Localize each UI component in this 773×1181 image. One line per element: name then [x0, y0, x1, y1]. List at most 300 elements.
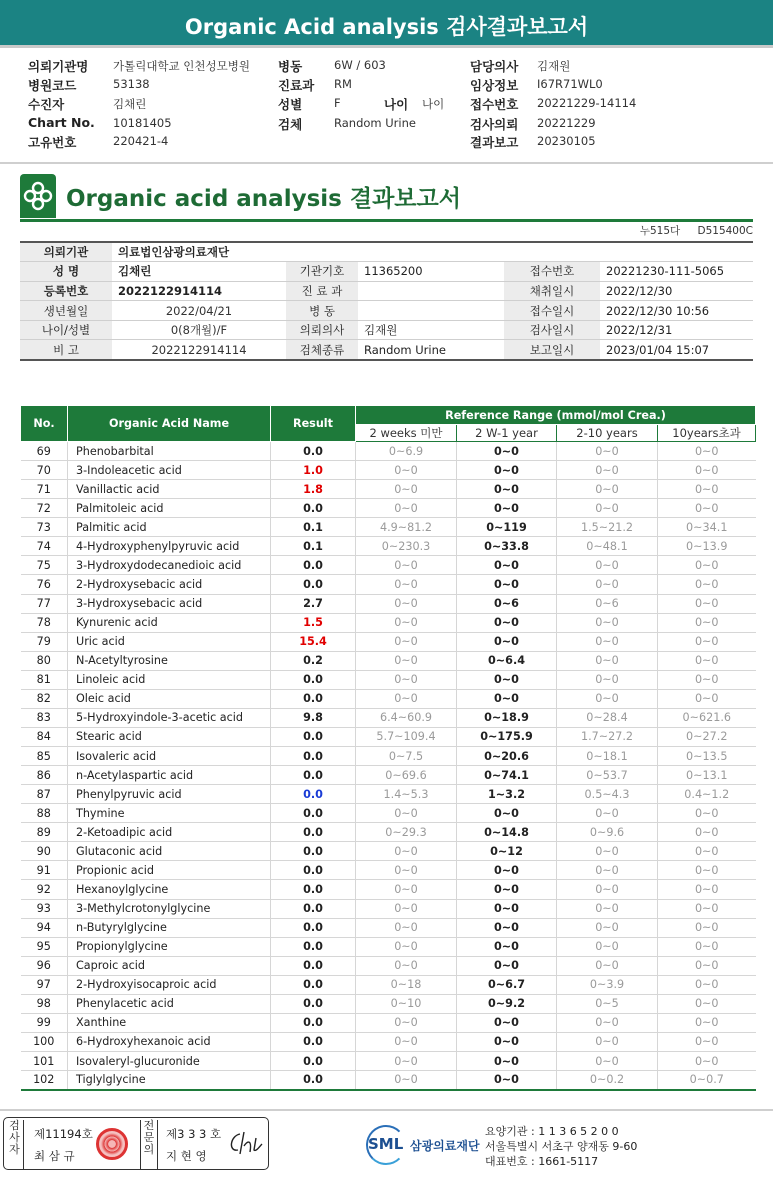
range-2w-1y: 0~0: [457, 918, 557, 937]
range-under-2w: 0~230.3: [356, 537, 457, 556]
range-2w-1y: 0~0: [457, 499, 557, 518]
table-row: [21, 747, 756, 766]
range-over-10y: 0~0: [658, 1052, 756, 1071]
acid-name: Vanillactic acid: [68, 480, 271, 499]
range-2-10y: 0~0: [557, 575, 658, 594]
header-label: 병원코드: [28, 78, 77, 93]
range-over-10y: 0~0: [658, 575, 756, 594]
acid-name: N-Acetyltyrosine: [68, 651, 271, 670]
range-under-2w: 0~0: [356, 937, 457, 956]
table-row: [21, 461, 756, 480]
header-value: 20221229: [537, 116, 596, 130]
header-value: Random Urine: [334, 116, 416, 130]
header-value: F: [334, 96, 341, 110]
table-row: [21, 727, 756, 746]
range-under-2w: 0~0: [356, 594, 457, 613]
range-over-10y: 0~0: [658, 651, 756, 670]
result-value: 0.0: [271, 670, 356, 689]
range-over-10y: 0.4~1.2: [658, 785, 756, 804]
table-row: [21, 918, 756, 937]
report-title-bar: [0, 0, 773, 48]
range-2-10y: 0~0: [557, 461, 658, 480]
info-label: 기관기호: [286, 262, 358, 282]
doc-code-1: 누515다: [639, 225, 681, 237]
row-number: 96: [21, 956, 68, 975]
range-2w-1y: 1~3.2: [457, 785, 557, 804]
table-row: [21, 823, 756, 842]
table-row: [21, 689, 756, 708]
range-over-10y: 0~0.7: [658, 1071, 756, 1090]
table-row: [21, 518, 756, 537]
result-value: 0.0: [271, 1013, 356, 1032]
range-2w-1y: 0~0: [457, 1032, 557, 1051]
table-row: [21, 994, 756, 1013]
range-over-10y: 0~0: [658, 956, 756, 975]
info-value: 2022/12/30: [600, 281, 753, 301]
result-value: 0.0: [271, 975, 356, 994]
range-over-10y: 0~0: [658, 804, 756, 823]
result-value: 0.0: [271, 880, 356, 899]
table-row: [21, 1013, 756, 1032]
acid-name: Tiglylglycine: [68, 1071, 271, 1090]
info-value: 김채린: [112, 262, 286, 282]
range-2-10y: 0~0: [557, 1013, 658, 1032]
table-row: [21, 899, 756, 918]
range-2w-1y: 0~0: [457, 937, 557, 956]
table-row: [21, 480, 756, 499]
result-value: 0.1: [271, 518, 356, 537]
range-over-10y: 0~0: [658, 1032, 756, 1051]
result-value: 1.0: [271, 461, 356, 480]
range-2-10y: 1.5~21.2: [557, 518, 658, 537]
acid-name: n-Butyrylglycine: [68, 918, 271, 937]
col-name: Organic Acid Name: [68, 406, 271, 442]
row-number: 82: [21, 689, 68, 708]
range-under-2w: 0~0: [356, 880, 457, 899]
range-under-2w: 0~0: [356, 651, 457, 670]
range-2-10y: 0~0: [557, 651, 658, 670]
info-value: 20221230-111-5065: [600, 262, 753, 282]
header-value: 6W / 603: [334, 58, 386, 72]
table-row: [21, 613, 756, 632]
range-under-2w: 0~29.3: [356, 823, 457, 842]
col-range-3: 2-10 years: [557, 425, 658, 442]
acid-name: 2-Hydroxyisocaproic acid: [68, 975, 271, 994]
clover-logo-icon: [20, 174, 56, 218]
row-number: 73: [21, 518, 68, 537]
range-over-10y: 0~13.5: [658, 747, 756, 766]
range-over-10y: 0~0: [658, 480, 756, 499]
acid-name: Stearic acid: [68, 727, 271, 746]
info-value: 2022122914114: [112, 340, 286, 360]
sml-logo-mark: SML: [368, 1135, 404, 1153]
range-under-2w: 6.4~60.9: [356, 708, 457, 727]
inspector-no: 제11194호: [34, 1127, 93, 1141]
range-over-10y: 0~0: [658, 918, 756, 937]
range-2-10y: 0~0: [557, 842, 658, 861]
result-value: 0.0: [271, 861, 356, 880]
specialist-no: 제3 3 3 호: [166, 1127, 222, 1141]
info-label: 등록번호: [20, 281, 112, 301]
range-2w-1y: 0~0: [457, 556, 557, 575]
acid-name: 3-Indoleacetic acid: [68, 461, 271, 480]
row-number: 70: [21, 461, 68, 480]
range-under-2w: 0~0: [356, 556, 457, 575]
range-over-10y: 0~0: [658, 632, 756, 651]
header-label: 의뢰기관명: [28, 59, 89, 74]
range-under-2w: 0~0: [356, 899, 457, 918]
signature-icon: [226, 1128, 264, 1158]
info-row: [20, 320, 753, 340]
range-2-10y: 0~0.2: [557, 1071, 658, 1090]
range-2w-1y: 0~0: [457, 880, 557, 899]
result-value: 1.5: [271, 613, 356, 632]
range-2-10y: 0~28.4: [557, 708, 658, 727]
header-label: 검사의뢰: [470, 117, 519, 132]
specialist-label: 전문의: [140, 1120, 158, 1169]
info-row: [20, 262, 753, 282]
table-row: [21, 651, 756, 670]
range-under-2w: 0~0: [356, 842, 457, 861]
result-value: 0.0: [271, 1032, 356, 1051]
inspector-label: 검사자: [6, 1120, 24, 1169]
acid-name: Palmitic acid: [68, 518, 271, 537]
range-2w-1y: 0~0: [457, 1071, 557, 1090]
table-row: [21, 804, 756, 823]
info-value: 의료법인삼광의료재단: [112, 242, 753, 262]
brand-title-ko: 결과보고서: [349, 186, 461, 212]
doc-code-2: D515400C: [697, 225, 753, 237]
range-under-2w: 0~18: [356, 975, 457, 994]
row-number: 95: [21, 937, 68, 956]
header-label: 수진자: [28, 97, 65, 112]
range-2-10y: 0~0: [557, 956, 658, 975]
range-2-10y: 0~0: [557, 670, 658, 689]
info-row: [20, 242, 753, 262]
age-value: 나이: [422, 97, 445, 111]
row-number: 100: [21, 1032, 68, 1051]
range-2-10y: 0~53.7: [557, 766, 658, 785]
range-2w-1y: 0~18.9: [457, 708, 557, 727]
range-2w-1y: 0~0: [457, 1013, 557, 1032]
info-row: [20, 301, 753, 321]
info-label: 비 고: [20, 340, 112, 360]
range-2-10y: 1.7~27.2: [557, 727, 658, 746]
range-over-10y: 0~0: [658, 937, 756, 956]
info-label: 접수번호: [504, 262, 600, 282]
col-range-4: 10years초과: [658, 425, 756, 442]
header-label: 성별: [278, 97, 303, 112]
range-2w-1y: 0~0: [457, 804, 557, 823]
seal-stamp-icon: [96, 1128, 128, 1160]
range-2w-1y: 0~0: [457, 613, 557, 632]
range-under-2w: 0~0: [356, 1032, 457, 1051]
acid-name: 2-Ketoadipic acid: [68, 823, 271, 842]
range-2-10y: 0~0: [557, 689, 658, 708]
range-2w-1y: 0~0: [457, 461, 557, 480]
result-value: 0.0: [271, 747, 356, 766]
range-2w-1y: 0~33.8: [457, 537, 557, 556]
inspector-name: 최 삼 규: [34, 1149, 75, 1163]
range-under-2w: 0~0: [356, 1071, 457, 1090]
acid-name: 3-Methylcrotonylglycine: [68, 899, 271, 918]
table-row: [21, 842, 756, 861]
range-over-10y: 0~34.1: [658, 518, 756, 537]
table-row: [21, 975, 756, 994]
result-value: 0.0: [271, 956, 356, 975]
range-2w-1y: 0~0: [457, 1052, 557, 1071]
range-over-10y: 0~0: [658, 461, 756, 480]
range-over-10y: 0~0: [658, 880, 756, 899]
brand-title-en: Organic acid analysis: [66, 186, 342, 212]
range-2w-1y: 0~0: [457, 689, 557, 708]
row-number: 85: [21, 747, 68, 766]
row-number: 99: [21, 1013, 68, 1032]
result-value: 0.0: [271, 918, 356, 937]
range-under-2w: 0~0: [356, 461, 457, 480]
acid-name: 6-Hydroxyhexanoic acid: [68, 1032, 271, 1051]
acid-name: Propionic acid: [68, 861, 271, 880]
result-value: 0.0: [271, 899, 356, 918]
range-2w-1y: 0~0: [457, 861, 557, 880]
result-value: 0.0: [271, 499, 356, 518]
header-label: 검체: [278, 117, 303, 132]
row-number: 78: [21, 613, 68, 632]
range-under-2w: 0~10: [356, 994, 457, 1013]
table-row: [21, 537, 756, 556]
info-row: [20, 340, 753, 360]
range-over-10y: 0~0: [658, 899, 756, 918]
acid-name: Hexanoylglycine: [68, 880, 271, 899]
row-number: 76: [21, 575, 68, 594]
row-number: 89: [21, 823, 68, 842]
range-under-2w: 0~0: [356, 1052, 457, 1071]
acid-name: Isovaleric acid: [68, 747, 271, 766]
address-line: 대표번호 : 1661-5117: [485, 1155, 599, 1168]
range-2w-1y: 0~0: [457, 442, 557, 461]
range-over-10y: 0~0: [658, 842, 756, 861]
brand-title: [66, 180, 461, 213]
acid-name: Xanthine: [68, 1013, 271, 1032]
address-line: 요양기관 : 1 1 3 6 5 2 0 0: [485, 1125, 619, 1138]
info-value: 김재원: [358, 320, 504, 340]
col-range-2: 2 W-1 year: [457, 425, 557, 442]
header-label: 병동: [278, 59, 303, 74]
header-label: 결과보고: [470, 135, 519, 150]
range-2w-1y: 0~14.8: [457, 823, 557, 842]
row-number: 98: [21, 994, 68, 1013]
range-under-2w: 1.4~5.3: [356, 785, 457, 804]
row-number: 83: [21, 708, 68, 727]
table-row: [21, 766, 756, 785]
result-value: 0.2: [271, 651, 356, 670]
range-2-10y: 0~0: [557, 556, 658, 575]
range-2-10y: 0~0: [557, 899, 658, 918]
range-2w-1y: 0~6: [457, 594, 557, 613]
result-value: 0.1: [271, 537, 356, 556]
info-value: 2022/12/31: [600, 320, 753, 340]
range-2-10y: 0~0: [557, 632, 658, 651]
acid-name: Caproic acid: [68, 956, 271, 975]
range-2w-1y: 0~0: [457, 956, 557, 975]
result-value: 0.0: [271, 727, 356, 746]
report-title: Organic Acid analysis 검사결과보고서: [184, 15, 589, 39]
row-number: 81: [21, 670, 68, 689]
row-number: 79: [21, 632, 68, 651]
result-value: 0.0: [271, 937, 356, 956]
range-2w-1y: 0~9.2: [457, 994, 557, 1013]
result-value: 0.0: [271, 823, 356, 842]
info-label: 진 료 과: [286, 281, 358, 301]
header-value: 10181405: [113, 116, 172, 130]
acid-name: Thymine: [68, 804, 271, 823]
range-2w-1y: 0~6.4: [457, 651, 557, 670]
col-result: Result: [271, 406, 356, 442]
range-over-10y: 0~0: [658, 1013, 756, 1032]
header-label: 담당의사: [470, 59, 519, 74]
specialist-name: 지 현 영: [166, 1149, 207, 1163]
range-under-2w: 5.7~109.4: [356, 727, 457, 746]
row-number: 86: [21, 766, 68, 785]
order-header: [0, 54, 773, 154]
info-label: 의뢰의사: [286, 320, 358, 340]
range-over-10y: 0~27.2: [658, 727, 756, 746]
range-2-10y: 0~18.1: [557, 747, 658, 766]
header-value: RM: [334, 77, 352, 91]
acid-name: n-Acetylaspartic acid: [68, 766, 271, 785]
header-value: 220421-4: [113, 134, 169, 148]
range-2-10y: 0~0: [557, 480, 658, 499]
acid-name: Kynurenic acid: [68, 613, 271, 632]
range-over-10y: 0~0: [658, 861, 756, 880]
info-value: Random Urine: [358, 340, 504, 360]
table-row: [21, 632, 756, 651]
table-row: [21, 880, 756, 899]
row-number: 75: [21, 556, 68, 575]
table-row: [21, 708, 756, 727]
info-label: 보고일시: [504, 340, 600, 360]
row-number: 90: [21, 842, 68, 861]
table-row: [21, 1032, 756, 1051]
range-under-2w: 4.9~81.2: [356, 518, 457, 537]
table-row: [21, 861, 756, 880]
document-codes: [626, 223, 753, 238]
range-2w-1y: 0~0: [457, 480, 557, 499]
header-value: 20230105: [537, 134, 596, 148]
results-table: [20, 405, 756, 1091]
range-2-10y: 0~0: [557, 1052, 658, 1071]
range-over-10y: 0~13.1: [658, 766, 756, 785]
header-label: 진료과: [278, 78, 315, 93]
table-row: [21, 442, 756, 461]
result-value: 0.0: [271, 442, 356, 461]
acid-name: Phenylacetic acid: [68, 994, 271, 1013]
range-under-2w: 0~0: [356, 575, 457, 594]
row-number: 102: [21, 1071, 68, 1090]
table-row: [21, 1071, 756, 1090]
range-over-10y: 0~0: [658, 556, 756, 575]
result-value: 0.0: [271, 689, 356, 708]
header-value: 20221229-14114: [537, 96, 637, 110]
info-label: 접수일시: [504, 301, 600, 321]
acid-name: Linoleic acid: [68, 670, 271, 689]
result-value: 2.7: [271, 594, 356, 613]
info-label: 검사일시: [504, 320, 600, 340]
row-number: 72: [21, 499, 68, 518]
header-label: 임상정보: [470, 78, 519, 93]
header-value: 가톨릭대학교 인천성모병원: [113, 59, 250, 73]
acid-name: 5-Hydroxyindole-3-acetic acid: [68, 708, 271, 727]
range-2-10y: 0~0: [557, 442, 658, 461]
info-label: 검체종류: [286, 340, 358, 360]
header-value: 53138: [113, 77, 150, 91]
range-over-10y: 0~0: [658, 594, 756, 613]
divider: [0, 1109, 773, 1111]
row-number: 97: [21, 975, 68, 994]
range-over-10y: 0~0: [658, 823, 756, 842]
range-2-10y: 0~0: [557, 861, 658, 880]
header-value: 김재원: [537, 59, 571, 73]
table-row: [21, 937, 756, 956]
range-over-10y: 0~0: [658, 689, 756, 708]
acid-name: Glutaconic acid: [68, 842, 271, 861]
info-row: [20, 281, 753, 301]
range-2w-1y: 0~0: [457, 899, 557, 918]
acid-name: 2-Hydroxysebacic acid: [68, 575, 271, 594]
range-2-10y: 0~6: [557, 594, 658, 613]
table-row: [21, 499, 756, 518]
info-value: 11365200: [358, 262, 504, 282]
header-value: 김채린: [113, 97, 147, 111]
header-label: 접수번호: [470, 97, 519, 112]
patient-info-table: [20, 241, 753, 361]
header-label: 고유번호: [28, 135, 77, 150]
divider: [0, 162, 773, 164]
info-label: 성 명: [20, 262, 112, 282]
range-over-10y: 0~13.9: [658, 537, 756, 556]
result-value: 0.0: [271, 1071, 356, 1090]
row-number: 80: [21, 651, 68, 670]
table-row: [21, 556, 756, 575]
range-2w-1y: 0~12: [457, 842, 557, 861]
range-under-2w: 0~0: [356, 632, 457, 651]
result-value: 9.8: [271, 708, 356, 727]
row-number: 74: [21, 537, 68, 556]
range-over-10y: 0~0: [658, 613, 756, 632]
info-value: 2022122914114: [112, 281, 286, 301]
range-under-2w: 0~0: [356, 689, 457, 708]
range-under-2w: 0~0: [356, 918, 457, 937]
range-under-2w: 0~69.6: [356, 766, 457, 785]
result-value: 15.4: [271, 632, 356, 651]
table-row: [21, 956, 756, 975]
info-value: 2022/04/21: [112, 301, 286, 321]
range-over-10y: 0~0: [658, 442, 756, 461]
range-over-10y: 0~0: [658, 975, 756, 994]
range-under-2w: 0~7.5: [356, 747, 457, 766]
info-value: 2022/12/30 10:56: [600, 301, 753, 321]
range-under-2w: 0~0: [356, 670, 457, 689]
range-2w-1y: 0~74.1: [457, 766, 557, 785]
info-value: 2023/01/04 15:07: [600, 340, 753, 360]
acid-name: Propionylglycine: [68, 937, 271, 956]
info-value: [358, 281, 504, 301]
range-under-2w: 0~0: [356, 499, 457, 518]
range-over-10y: 0~0: [658, 994, 756, 1013]
range-2-10y: 0~0: [557, 937, 658, 956]
table-row: [21, 785, 756, 804]
range-under-2w: 0~0: [356, 804, 457, 823]
